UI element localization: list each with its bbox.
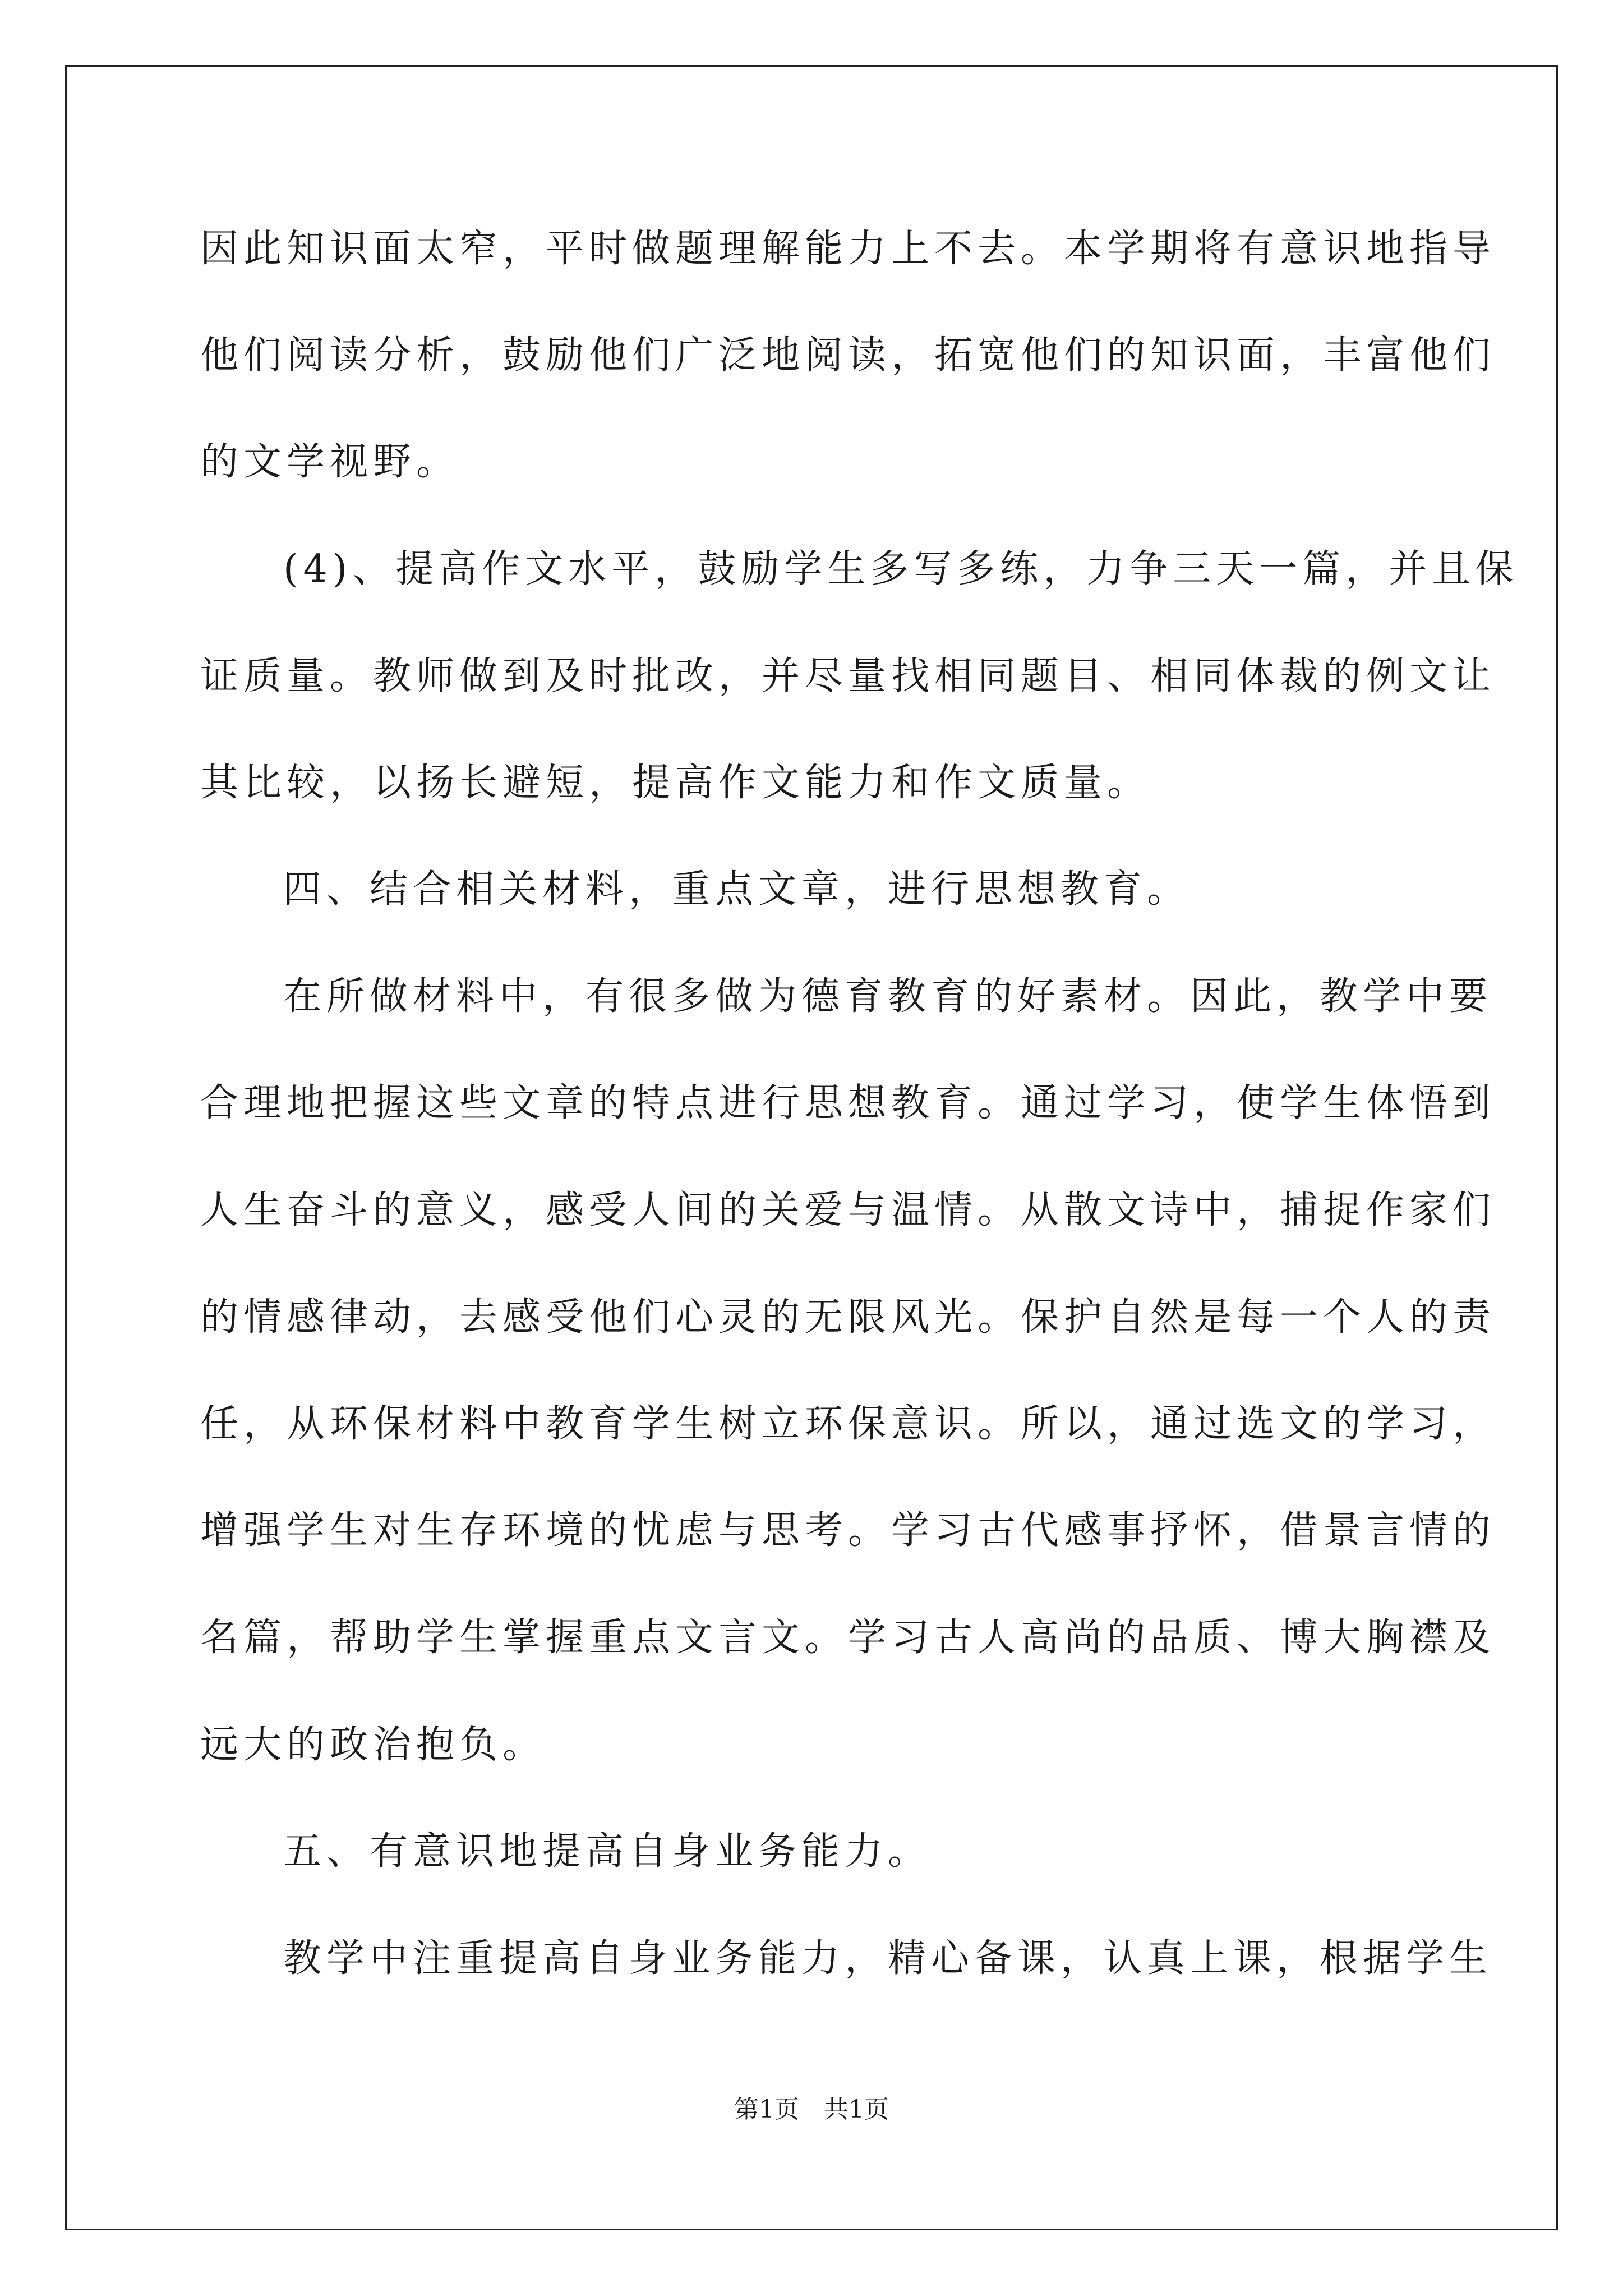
text-line: 任，从环保材料中教育学生树立环保意识。所以，通过选文的学习， (200, 1402, 1496, 1446)
page-number-footer: 第1页 共1页 (734, 2095, 889, 2124)
text-line: 在所做材料中，有很多做为德育教育的好素材。因此，教学中要 (283, 974, 1493, 1019)
text-line: 合理地把握这些文章的特点进行思想教育。通过学习，使学生体悟到 (200, 1081, 1496, 1125)
text-line: 的情感律动，去感受他们心灵的无限风光。保护自然是每一个人的责 (200, 1295, 1496, 1340)
text-line: 人生奋斗的意义，感受人间的关爱与温情。从散文诗中，捕捉作家们 (200, 1188, 1496, 1232)
text-line: 名篇，帮助学生掌握重点文言文。学习古人高尚的品质、博大胸襟及 (200, 1616, 1496, 1660)
text-line: 远大的政治抱负。 (200, 1723, 546, 1767)
text-line: 其比较，以扬长避短，提高作文能力和作文质量。 (200, 761, 1151, 805)
text-line: 增强学生对生存环境的忧虑与思考。学习古代感事抒怀，借景言情的 (200, 1508, 1496, 1553)
text-line: 他们阅读分析，鼓励他们广泛地阅读，拓宽他们的知识面，丰富他们 (200, 333, 1496, 378)
text-line: 教学中注重提高自身业务能力，精心备课，认真上课，根据学生 (283, 1936, 1493, 1981)
page-border (65, 65, 1558, 2230)
section-heading: 四、结合相关材料，重点文章，进行思想教育。 (283, 867, 1191, 912)
text-line: (4)、提高作文水平，鼓励学生多写多练，力争三天一篇，并且保 (283, 547, 1519, 591)
text-line: 的文学视野。 (200, 440, 460, 484)
text-line: 因此知识面太窄，平时做题理解能力上不去。本学期将有意识地指导 (200, 227, 1496, 271)
section-heading: 五、有意识地提高自身业务能力。 (283, 1829, 932, 1874)
text-line: 证质量。教师做到及时批改，并尽量找相同题目、相同体裁的例文让 (200, 654, 1496, 698)
